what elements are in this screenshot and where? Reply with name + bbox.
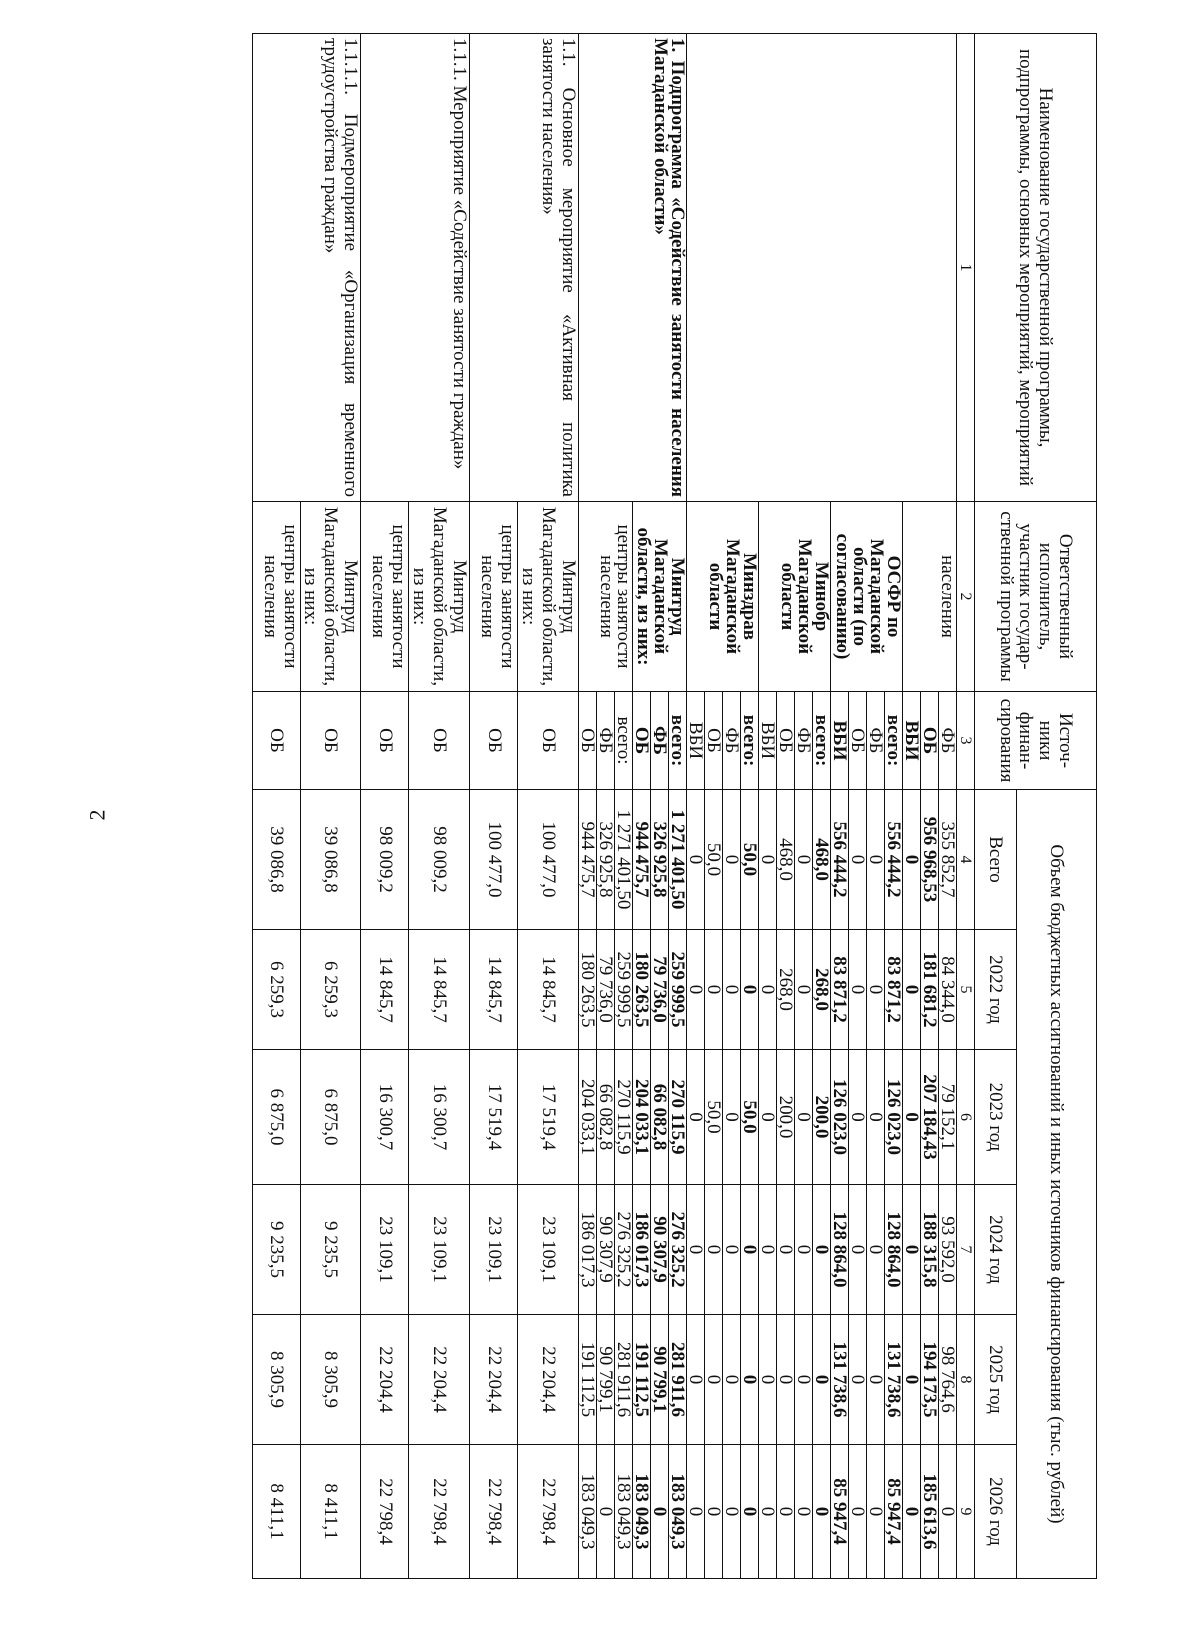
source-cell: ОБ xyxy=(849,692,867,790)
value-cell: 0 xyxy=(741,1315,759,1445)
header-executor: Ответственный исполнитель, участник государ-ственной программы xyxy=(975,502,1097,692)
value-cell: 194 173,5 xyxy=(921,1315,939,1445)
value-cell: 23 109,1 xyxy=(409,1185,470,1315)
value-cell: 468,0 xyxy=(777,790,795,930)
source-cell: ФБ xyxy=(723,692,741,790)
column-index: 2 xyxy=(957,502,975,692)
subprogram-name-cell: 1. Подпрограмма «Содействие занятости населения Магаданской области» xyxy=(579,34,687,502)
header-name: Наименование государственной программы, подпрограммы, основных мероприятий, мероприятий xyxy=(975,34,1097,502)
value-cell: 100 477,0 xyxy=(470,790,518,930)
value-cell: 79 152,1 xyxy=(939,1050,957,1185)
value-cell: 98 009,2 xyxy=(409,790,470,930)
value-cell: 0 xyxy=(687,930,705,1050)
source-cell: всего: xyxy=(885,692,903,790)
value-cell: 0 xyxy=(723,1050,741,1185)
source-cell: ОБ xyxy=(579,692,597,790)
value-cell: 39 086,8 xyxy=(300,790,361,930)
value-cell: 0 xyxy=(777,1315,795,1445)
column-index: 4 xyxy=(957,790,975,930)
value-cell: 0 xyxy=(705,1445,723,1579)
value-cell: 326 925,8 xyxy=(651,790,669,930)
value-cell: 0 xyxy=(813,1185,831,1315)
value-cell: 281 911,6 xyxy=(669,1315,687,1445)
value-cell: 85 947,4 xyxy=(831,1445,849,1579)
value-cell: 128 864,0 xyxy=(885,1185,903,1315)
value-cell: 0 xyxy=(795,1185,813,1315)
value-cell: 83 871,2 xyxy=(885,930,903,1050)
value-cell: 0 xyxy=(867,930,885,1050)
value-cell: 66 082,8 xyxy=(651,1050,669,1185)
value-cell: 23 109,1 xyxy=(518,1185,579,1315)
value-cell: 0 xyxy=(867,1050,885,1185)
value-cell: 276 325,2 xyxy=(615,1185,633,1315)
value-cell: 8 305,9 xyxy=(300,1315,361,1445)
executor-cell: центры занятости населения xyxy=(579,502,633,692)
source-cell: всего: xyxy=(813,692,831,790)
header-year-2026: 2026 год xyxy=(975,1445,1017,1579)
value-cell: 270 115,9 xyxy=(615,1050,633,1185)
source-cell: ФБ xyxy=(795,692,813,790)
value-cell: 14 845,7 xyxy=(409,930,470,1050)
value-cell: 0 xyxy=(795,930,813,1050)
source-cell: ФБ xyxy=(939,692,957,790)
source-cell: ОБ xyxy=(777,692,795,790)
value-cell: 90 307,9 xyxy=(651,1185,669,1315)
executor-cell: Минтруд Магаданской области, из них: xyxy=(633,502,687,692)
value-cell: 50,0 xyxy=(741,1050,759,1185)
value-cell: 6 875,0 xyxy=(300,1050,361,1185)
value-cell: 0 xyxy=(741,1185,759,1315)
value-cell: 180 263,5 xyxy=(579,930,597,1050)
executor-cell: ОСФР по Магаданской области (по согласованию) xyxy=(831,502,903,692)
header-year-2022: 2022 год xyxy=(975,930,1017,1050)
activity-name-cell: 1.1.1.1. Подмероприятие «Организация временного трудоустройства граждан» xyxy=(252,34,361,502)
value-cell: 268,0 xyxy=(813,930,831,1050)
value-cell: 268,0 xyxy=(777,930,795,1050)
value-cell: 355 852,7 xyxy=(939,790,957,930)
value-cell: 0 xyxy=(867,1315,885,1445)
source-cell: всего: xyxy=(741,692,759,790)
value-cell: 0 xyxy=(705,930,723,1050)
value-cell: 0 xyxy=(903,790,921,930)
source-cell: ФБ xyxy=(597,692,615,790)
value-cell: 22 204,4 xyxy=(361,1315,409,1445)
table-header xyxy=(975,34,1097,1579)
value-cell: 259 999,5 xyxy=(615,930,633,1050)
executor-cell: центры занятости населения xyxy=(252,502,300,692)
value-cell: 0 xyxy=(813,1445,831,1579)
value-cell: 0 xyxy=(597,1445,615,1579)
value-cell: 0 xyxy=(795,1315,813,1445)
source-cell: ВБИ xyxy=(759,692,777,790)
table-row xyxy=(300,34,361,1579)
source-cell: ВБИ xyxy=(903,692,921,790)
value-cell: 90 799,1 xyxy=(597,1315,615,1445)
source-cell: ФБ xyxy=(867,692,885,790)
table-row xyxy=(518,34,579,1579)
value-cell: 556 444,2 xyxy=(831,790,849,930)
value-cell: 276 325,2 xyxy=(669,1185,687,1315)
value-cell: 14 845,7 xyxy=(361,930,409,1050)
value-cell: 93 592,0 xyxy=(939,1185,957,1315)
value-cell: 188 315,8 xyxy=(921,1185,939,1315)
column-index: 9 xyxy=(957,1445,975,1579)
value-cell: 22 204,4 xyxy=(409,1315,470,1445)
value-cell: 0 xyxy=(849,1445,867,1579)
value-cell: 6 259,3 xyxy=(252,930,300,1050)
column-index: 8 xyxy=(957,1315,975,1445)
value-cell: 131 738,6 xyxy=(885,1315,903,1445)
value-cell: 944 475,7 xyxy=(579,790,597,930)
table-body xyxy=(252,34,974,1579)
value-cell: 0 xyxy=(849,1185,867,1315)
value-cell: 98 764,6 xyxy=(939,1315,957,1445)
value-cell: 0 xyxy=(849,790,867,930)
document-sheet xyxy=(157,33,1097,1578)
value-cell: 0 xyxy=(759,1050,777,1185)
column-index-row xyxy=(957,34,975,1579)
source-cell: ОБ xyxy=(300,692,361,790)
table-row xyxy=(939,34,957,1579)
source-cell: ОБ xyxy=(705,692,723,790)
value-cell: 183 049,3 xyxy=(579,1445,597,1579)
source-cell: ОБ xyxy=(252,692,300,790)
value-cell: 22 204,4 xyxy=(470,1315,518,1445)
table-row xyxy=(669,34,687,1579)
value-cell: 66 082,8 xyxy=(597,1050,615,1185)
value-cell: 83 871,2 xyxy=(831,930,849,1050)
value-cell: 0 xyxy=(777,1185,795,1315)
value-cell: 131 738,6 xyxy=(831,1315,849,1445)
value-cell: 0 xyxy=(759,1445,777,1579)
value-cell: 16 300,7 xyxy=(361,1050,409,1185)
value-cell: 128 864,0 xyxy=(831,1185,849,1315)
column-index: 5 xyxy=(957,930,975,1050)
value-cell: 0 xyxy=(813,1315,831,1445)
value-cell: 180 263,5 xyxy=(633,930,651,1050)
value-cell: 100 477,0 xyxy=(518,790,579,930)
value-cell: 39 086,8 xyxy=(252,790,300,930)
value-cell: 191 112,5 xyxy=(633,1315,651,1445)
value-cell: 185 613,6 xyxy=(921,1445,939,1579)
column-index: 6 xyxy=(957,1050,975,1185)
executor-cell: Минтруд Магаданской области, из них: xyxy=(300,502,361,692)
value-cell: 0 xyxy=(687,790,705,930)
value-cell: 22 798,4 xyxy=(470,1445,518,1579)
value-cell: 0 xyxy=(867,1445,885,1579)
program-name-cell xyxy=(687,34,957,502)
header-year-2023: 2023 год xyxy=(975,1050,1017,1185)
value-cell: 17 519,4 xyxy=(518,1050,579,1185)
value-cell: 0 xyxy=(903,1315,921,1445)
value-cell: 0 xyxy=(867,1185,885,1315)
value-cell: 0 xyxy=(867,790,885,930)
value-cell: 0 xyxy=(849,1315,867,1445)
header-volume: Объем бюджетных ассигнований и иных источников финансирования (тыс. рублей) xyxy=(1017,790,1097,1579)
value-cell: 8 411,1 xyxy=(252,1445,300,1579)
header-year-total: Всего xyxy=(975,790,1017,930)
executor-cell: Минздрав Магаданской области xyxy=(687,502,759,692)
value-cell: 183 049,3 xyxy=(633,1445,651,1579)
value-cell: 22 798,4 xyxy=(361,1445,409,1579)
value-cell: 944 475,7 xyxy=(633,790,651,930)
value-cell: 8 305,9 xyxy=(252,1315,300,1445)
source-cell: ОБ xyxy=(409,692,470,790)
value-cell: 22 798,4 xyxy=(518,1445,579,1579)
value-cell: 0 xyxy=(795,1445,813,1579)
value-cell: 79 736,0 xyxy=(651,930,669,1050)
value-cell: 200,0 xyxy=(777,1050,795,1185)
executor-cell: населения xyxy=(903,502,957,692)
activity-name-cell: 1.1. Основное мероприятие «Активная политика занятости населения» xyxy=(470,34,579,502)
value-cell: 50,0 xyxy=(705,1050,723,1185)
value-cell: 0 xyxy=(723,1445,741,1579)
value-cell: 14 845,7 xyxy=(518,930,579,1050)
column-index: 3 xyxy=(957,692,975,790)
value-cell: 50,0 xyxy=(741,790,759,930)
value-cell: 0 xyxy=(903,930,921,1050)
value-cell: 79 736,0 xyxy=(597,930,615,1050)
value-cell: 0 xyxy=(723,1315,741,1445)
value-cell: 0 xyxy=(939,1445,957,1579)
value-cell: 0 xyxy=(849,1050,867,1185)
executor-cell: центры занятости населения xyxy=(470,502,518,692)
value-cell: 8 411,1 xyxy=(300,1445,361,1579)
value-cell: 16 300,7 xyxy=(409,1050,470,1185)
value-cell: 90 307,9 xyxy=(597,1185,615,1315)
page-number: 2 xyxy=(84,809,110,821)
executor-cell: центры занятости населения xyxy=(361,502,409,692)
activity-name-cell: 1.1.1. Мероприятие «Содействие занятости граждан» xyxy=(361,34,470,502)
source-cell: всего: xyxy=(615,692,633,790)
executor-cell: Минтруд Магаданской области, из них: xyxy=(409,502,470,692)
value-cell: 204 033,1 xyxy=(633,1050,651,1185)
value-cell: 0 xyxy=(723,930,741,1050)
source-cell: ОБ xyxy=(921,692,939,790)
value-cell: 0 xyxy=(687,1185,705,1315)
value-cell: 0 xyxy=(759,1315,777,1445)
value-cell: 9 235,5 xyxy=(300,1185,361,1315)
value-cell: 281 911,6 xyxy=(615,1315,633,1445)
value-cell: 1 271 401,50 xyxy=(615,790,633,930)
column-index: 1 xyxy=(957,34,975,502)
value-cell: 17 519,4 xyxy=(470,1050,518,1185)
header-source: Источ-ники финан-сирования xyxy=(975,692,1097,790)
value-cell: 0 xyxy=(741,1445,759,1579)
source-cell: ОБ xyxy=(470,692,518,790)
value-cell: 0 xyxy=(903,1050,921,1185)
value-cell: 191 112,5 xyxy=(579,1315,597,1445)
value-cell: 186 017,3 xyxy=(633,1185,651,1315)
value-cell: 0 xyxy=(903,1185,921,1315)
header-year-2025: 2025 год xyxy=(975,1315,1017,1445)
value-cell: 956 968,53 xyxy=(921,790,939,930)
value-cell: 85 947,4 xyxy=(885,1445,903,1579)
value-cell: 0 xyxy=(777,1445,795,1579)
value-cell: 0 xyxy=(795,790,813,930)
value-cell: 1 271 401,50 xyxy=(669,790,687,930)
value-cell: 6 875,0 xyxy=(252,1050,300,1185)
value-cell: 0 xyxy=(741,930,759,1050)
value-cell: 0 xyxy=(705,1315,723,1445)
value-cell: 90 799,1 xyxy=(651,1315,669,1445)
value-cell: 0 xyxy=(705,1185,723,1315)
source-cell: ВБИ xyxy=(687,692,705,790)
source-cell: ОБ xyxy=(633,692,651,790)
value-cell: 259 999,5 xyxy=(669,930,687,1050)
value-cell: 183 049,3 xyxy=(615,1445,633,1579)
value-cell: 14 845,7 xyxy=(470,930,518,1050)
value-cell: 183 049,3 xyxy=(669,1445,687,1579)
value-cell: 0 xyxy=(723,1185,741,1315)
value-cell: 186 017,3 xyxy=(579,1185,597,1315)
value-cell: 204 033,1 xyxy=(579,1050,597,1185)
source-cell: всего: xyxy=(669,692,687,790)
executor-cell: Минобр Магаданской области xyxy=(759,502,831,692)
value-cell: 98 009,2 xyxy=(361,790,409,930)
value-cell: 9 235,5 xyxy=(252,1185,300,1315)
value-cell: 126 023,0 xyxy=(885,1050,903,1185)
table-row xyxy=(409,34,470,1579)
header-year-2024: 2024 год xyxy=(975,1185,1017,1315)
value-cell: 207 184,43 xyxy=(921,1050,939,1185)
value-cell: 6 259,3 xyxy=(300,930,361,1050)
column-index: 7 xyxy=(957,1185,975,1315)
value-cell: 0 xyxy=(795,1050,813,1185)
value-cell: 0 xyxy=(759,930,777,1050)
value-cell: 200,0 xyxy=(813,1050,831,1185)
value-cell: 0 xyxy=(849,930,867,1050)
value-cell: 50,0 xyxy=(705,790,723,930)
value-cell: 0 xyxy=(723,790,741,930)
value-cell: 84 344,0 xyxy=(939,930,957,1050)
value-cell: 23 109,1 xyxy=(470,1185,518,1315)
value-cell: 0 xyxy=(687,1315,705,1445)
value-cell: 556 444,2 xyxy=(885,790,903,930)
executor-cell: Минтруд Магаданской области, из них: xyxy=(518,502,579,692)
value-cell: 0 xyxy=(759,1185,777,1315)
value-cell: 0 xyxy=(687,1050,705,1185)
value-cell: 0 xyxy=(687,1445,705,1579)
value-cell: 181 681,2 xyxy=(921,930,939,1050)
value-cell: 126 023,0 xyxy=(831,1050,849,1185)
value-cell: 0 xyxy=(759,790,777,930)
value-cell: 326 925,8 xyxy=(597,790,615,930)
value-cell: 22 798,4 xyxy=(409,1445,470,1579)
value-cell: 0 xyxy=(903,1445,921,1579)
budget-table xyxy=(252,33,1097,1579)
value-cell: 270 115,9 xyxy=(669,1050,687,1185)
value-cell: 468,0 xyxy=(813,790,831,930)
source-cell: ОБ xyxy=(361,692,409,790)
source-cell: ОБ xyxy=(518,692,579,790)
value-cell: 22 204,4 xyxy=(518,1315,579,1445)
source-cell: ВБИ xyxy=(831,692,849,790)
source-cell: ФБ xyxy=(651,692,669,790)
value-cell: 0 xyxy=(651,1445,669,1579)
value-cell: 23 109,1 xyxy=(361,1185,409,1315)
